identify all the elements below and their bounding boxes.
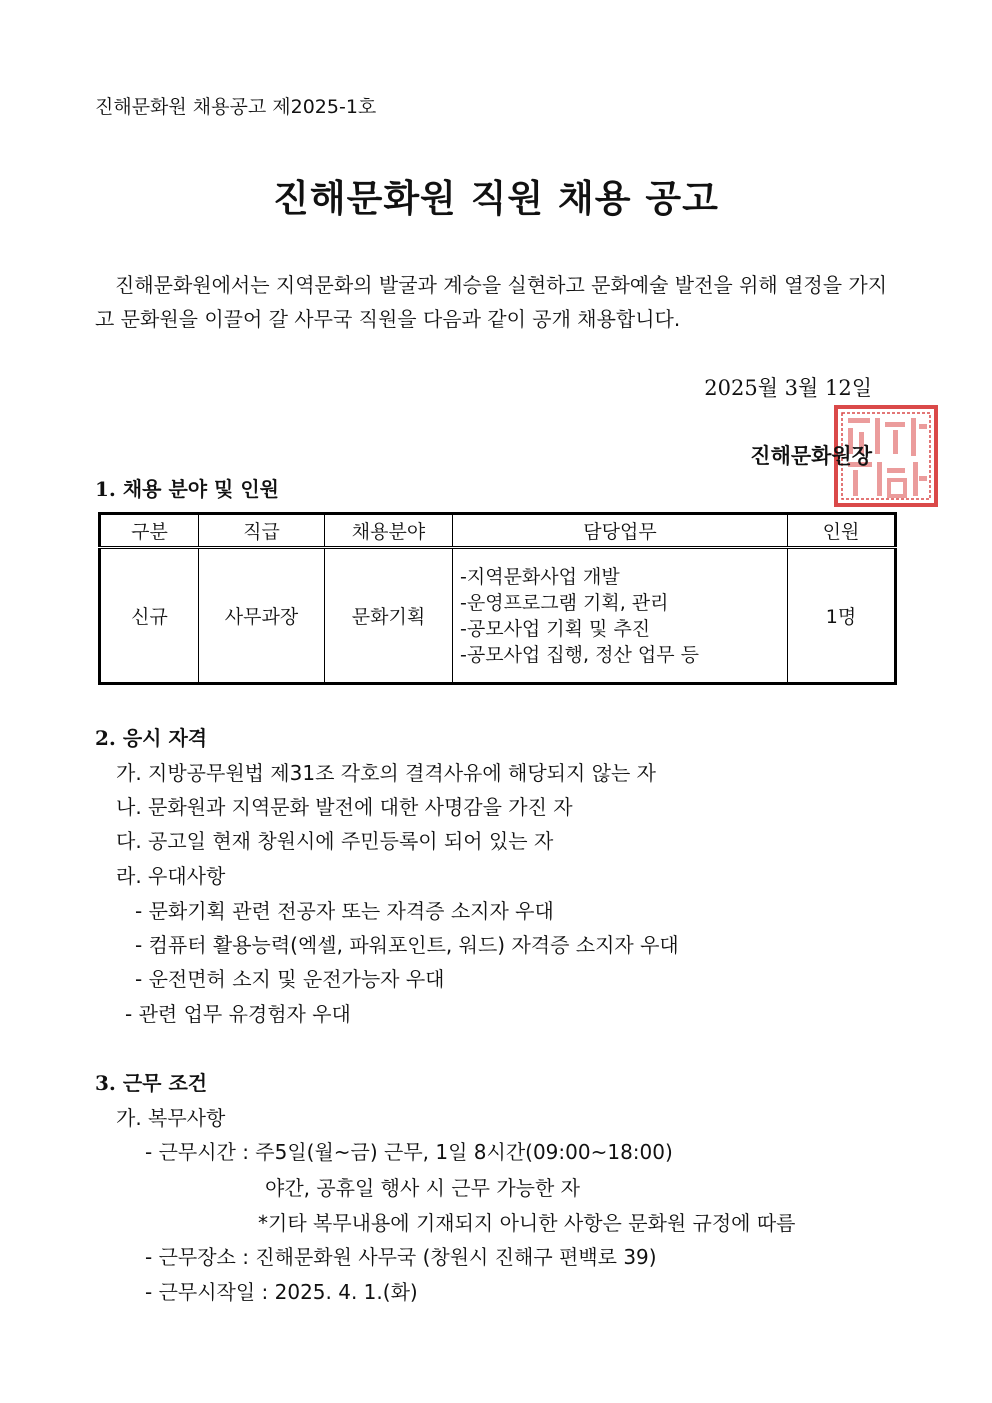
preference-item: - 문화기획 관련 전공자 또는 자격증 소지자 우대 <box>135 899 554 923</box>
col-header: 구분 <box>100 514 199 548</box>
cell-field: 문화기획 <box>325 548 453 684</box>
cell-type: 신규 <box>100 548 199 684</box>
duty-item: -공모사업 집행, 정산 업무 등 <box>460 643 699 666</box>
condition-subheading: 가. 복무사항 <box>116 1106 226 1130</box>
section-3-heading: 3. 근무 조건 <box>95 1071 208 1095</box>
col-header: 담당업무 <box>453 514 788 548</box>
preference-item: - 컴퓨터 활용능력(엑셀, 파워포인트, 워드) 자격증 소지자 우대 <box>135 933 679 957</box>
document-number: 진해문화원 채용공고 제2025-1호 <box>95 96 377 118</box>
preference-item: - 관련 업무 유경험자 우대 <box>125 1002 351 1026</box>
page-title: 진해문화원 직원 채용 공고 <box>273 177 719 220</box>
work-hours-remark: *기타 복무내용에 기재되지 아니한 사항은 문화원 규정에 따름 <box>258 1211 796 1235</box>
work-hours: - 근무시간 : 주5일(월~금) 근무, 1일 8시간(09:00~18:00) <box>145 1140 673 1164</box>
section-1-heading: 1. 채용 분야 및 인원 <box>95 477 279 501</box>
col-header: 직급 <box>199 514 325 548</box>
work-start-date: - 근무시작일 : 2025. 4. 1.(화) <box>145 1280 418 1304</box>
section-2-heading: 2. 응시 자격 <box>95 726 208 750</box>
col-header: 채용분야 <box>325 514 453 548</box>
cell-duties <box>453 548 788 684</box>
table-header-row <box>100 514 896 548</box>
qualification-item: 나. 문화원과 지역문화 발전에 대한 사명감을 가진 자 <box>116 795 573 819</box>
duty-item: -공모사업 기획 및 추진 <box>460 617 651 640</box>
preference-item: - 운전면허 소지 및 운전가능자 우대 <box>135 967 445 991</box>
duty-item: -지역문화사업 개발 <box>460 565 620 588</box>
work-hours-note: 야간, 공휴일 행사 시 근무 가능한 자 <box>265 1176 580 1200</box>
qualification-item: 다. 공고일 현재 창원시에 주민등록이 되어 있는 자 <box>116 829 554 853</box>
announcement-date: 2025월 3월 12일 <box>704 376 872 400</box>
cell-rank: 사무과장 <box>199 548 325 684</box>
recruitment-table <box>98 512 897 685</box>
table-row <box>100 548 896 684</box>
qualification-item: 라. 우대사항 <box>116 864 226 888</box>
duty-item: -운영프로그램 기획, 관리 <box>460 591 669 614</box>
qualification-item: 가. 지방공무원법 제31조 각호의 결격사유에 해당되지 않는 자 <box>116 761 656 785</box>
intro-paragraph: 진해문화원에서는 지역문화의 발굴과 계승을 실현하고 문화예술 발전을 위해 열정을 가지고 문화원을 이끌어 갈 사무국 직원을 다음과 같이 공개 채용합니다. <box>95 273 888 331</box>
signer-name: 진해문화원장 <box>750 444 872 468</box>
work-place: - 근무장소 : 진해문화원 사무국 (창원시 진해구 편백로 39) <box>145 1245 657 1269</box>
col-header: 인원 <box>788 514 896 548</box>
cell-count: 1명 <box>788 548 896 684</box>
